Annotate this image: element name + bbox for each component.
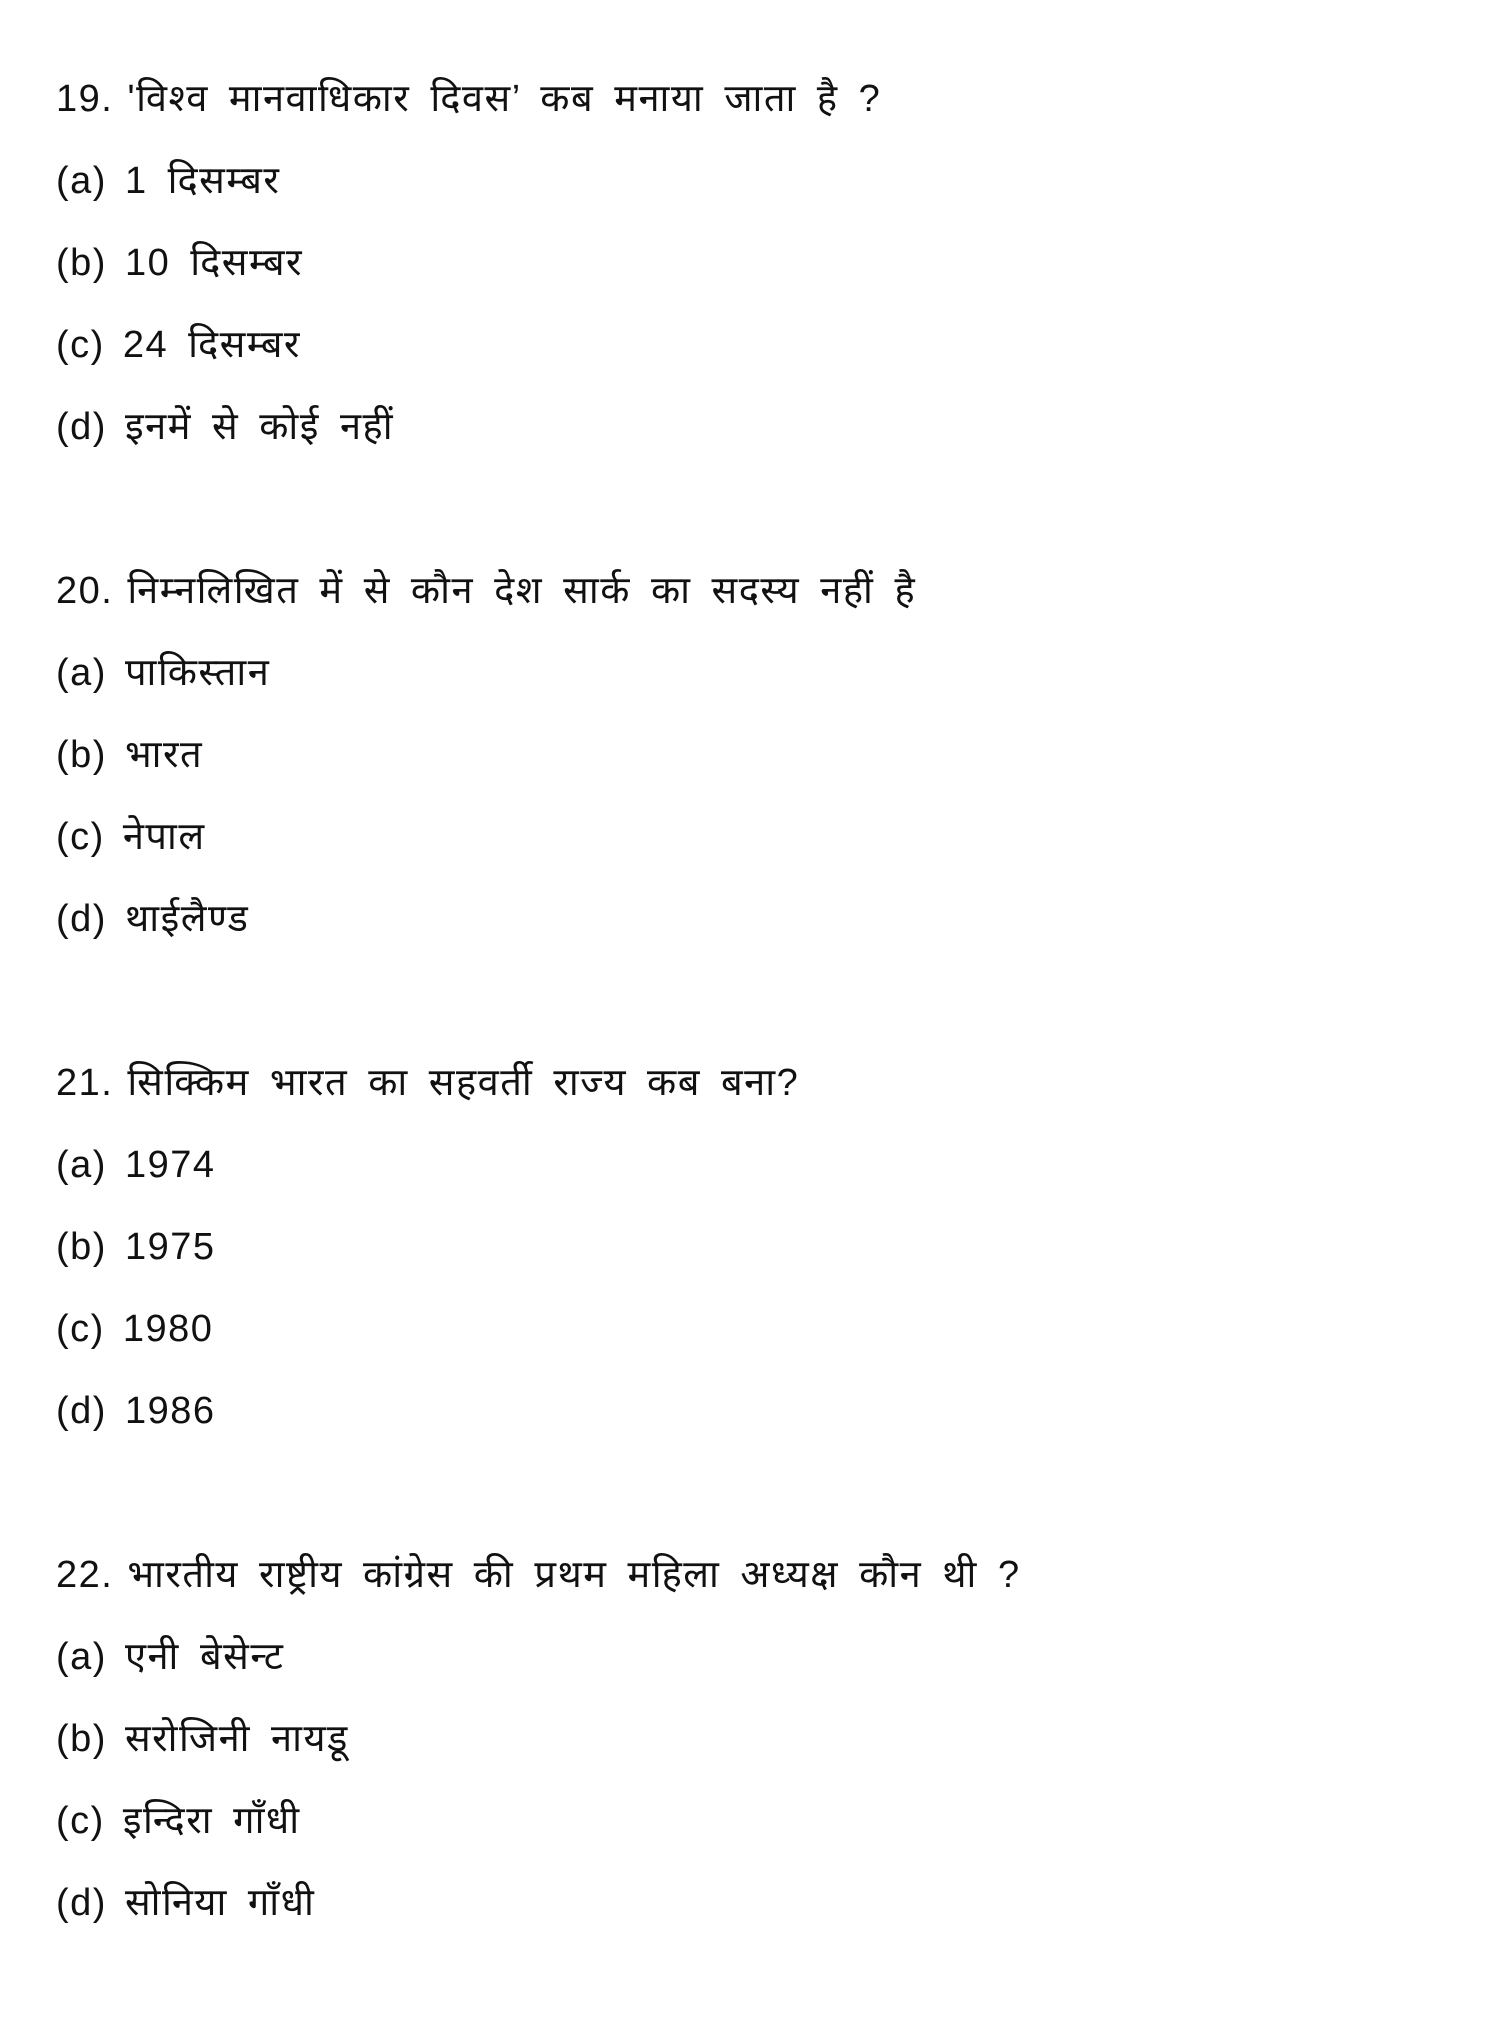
option-text: 1980 (122, 1308, 214, 1350)
option-label: (c) (56, 324, 105, 366)
question-text-line (56, 58, 1456, 140)
option-d (56, 386, 1456, 468)
option-label: (c) (56, 1308, 105, 1350)
option-c (56, 1780, 1456, 1862)
option-text: एनी बेसेन्ट (124, 1636, 285, 1678)
option-label: (b) (56, 242, 107, 284)
option-label: (a) (56, 1636, 107, 1678)
option-label: (d) (56, 1882, 107, 1924)
option-text: 1 दिसम्बर (124, 160, 281, 202)
option-text: भारत (124, 734, 204, 776)
option-text: नेपाल (122, 816, 206, 858)
option-text: सरोजिनी नायडू (124, 1718, 349, 1760)
question-number: 22. (56, 1554, 114, 1596)
question-number: 19. (56, 78, 114, 120)
option-text: सोनिया गाँधी (124, 1882, 316, 1924)
option-d (56, 1370, 1456, 1452)
option-b (56, 714, 1456, 796)
question-22 (56, 1534, 1456, 1944)
option-label: (d) (56, 1390, 107, 1432)
option-text: 1974 (124, 1144, 216, 1186)
option-b (56, 1206, 1456, 1288)
question-text-line (56, 550, 1456, 632)
option-label: (d) (56, 406, 107, 448)
question-text: भारतीय राष्ट्रीय कांग्रेस की प्रथम महिला अध्यक्ष कौन थी ? (127, 1554, 1021, 1596)
option-label: (d) (56, 898, 107, 940)
option-label: (a) (56, 1144, 107, 1186)
option-text: 24 दिसम्बर (122, 324, 301, 366)
question-21 (56, 1042, 1456, 1452)
question-text: सिक्किम भारत का सहवर्ती राज्य कब बना? (127, 1062, 800, 1104)
option-label: (a) (56, 160, 107, 202)
question-19 (56, 58, 1456, 468)
question-text-line (56, 1534, 1456, 1616)
option-text: पाकिस्तान (124, 652, 271, 694)
option-label: (b) (56, 734, 107, 776)
option-text: 1975 (124, 1226, 216, 1268)
option-d (56, 1862, 1456, 1944)
option-a (56, 1124, 1456, 1206)
option-text: इनमें से कोई नहीं (124, 406, 395, 448)
option-a (56, 140, 1456, 222)
option-c (56, 1288, 1456, 1370)
option-text: थाईलैण्ड (124, 898, 250, 940)
option-b (56, 1698, 1456, 1780)
option-label: (b) (56, 1718, 107, 1760)
option-c (56, 796, 1456, 878)
question-number: 21. (56, 1062, 114, 1104)
option-text: 10 दिसम्बर (124, 242, 304, 284)
question-number: 20. (56, 570, 114, 612)
option-label: (c) (56, 816, 105, 858)
option-label: (c) (56, 1800, 105, 1842)
question-text-line (56, 1042, 1456, 1124)
option-d (56, 878, 1456, 960)
option-a (56, 1616, 1456, 1698)
question-text: 'विश्व मानवाधिकार दिवस’ कब मनाया जाता है ? (127, 78, 882, 120)
option-text: 1986 (124, 1390, 216, 1432)
option-a (56, 632, 1456, 714)
option-text: इन्दिरा गाँधी (122, 1800, 301, 1842)
option-label: (a) (56, 652, 107, 694)
option-b (56, 222, 1456, 304)
option-label: (b) (56, 1226, 107, 1268)
option-c (56, 304, 1456, 386)
question-text: निम्नलिखित में से कौन देश सार्क का सदस्य नहीं है (127, 570, 917, 612)
question-20 (56, 550, 1456, 960)
